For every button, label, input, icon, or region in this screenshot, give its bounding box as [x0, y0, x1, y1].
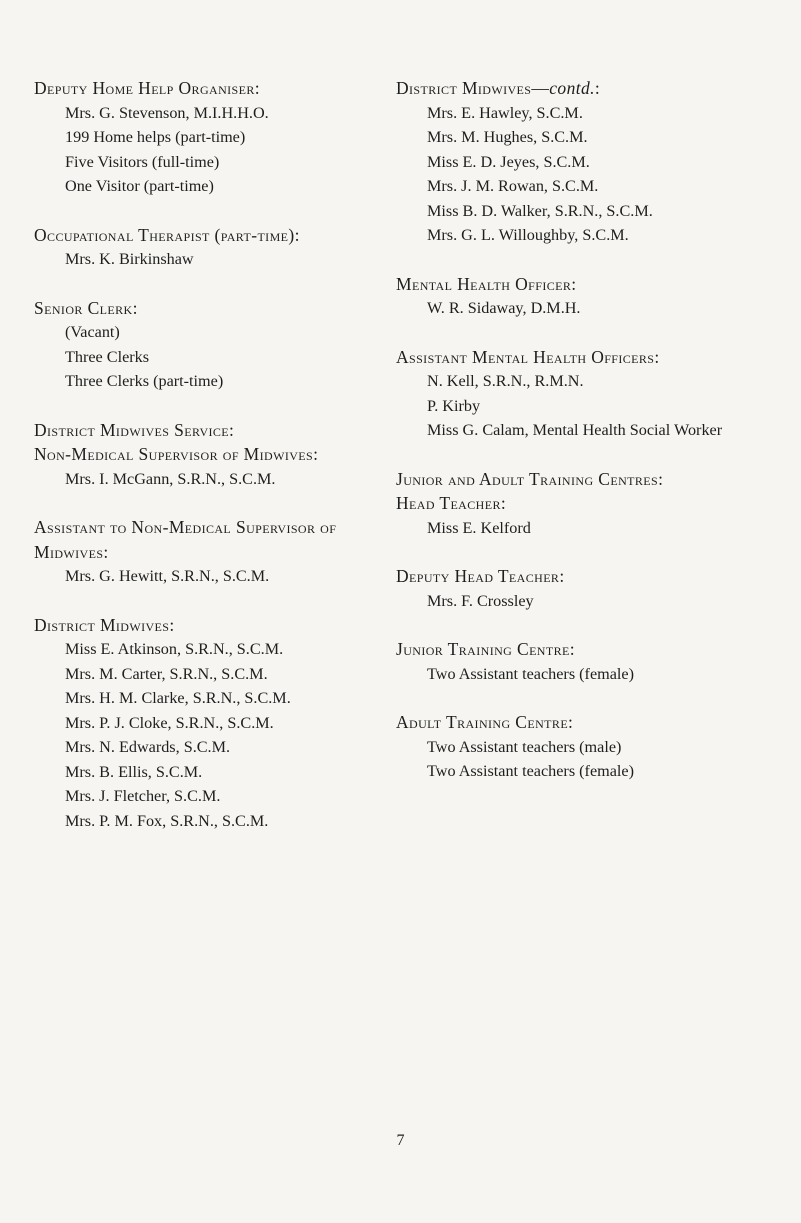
entry-line: Five Visitors (full-time) — [65, 152, 220, 171]
entry-line: One Visitor (part-time) — [65, 177, 214, 195]
right-column — [396, 76, 791, 784]
section-district-midwives — [34, 613, 364, 834]
section-deputy-head-teacher — [396, 564, 791, 613]
section-training-centres — [396, 467, 791, 541]
entry-line: Mrs. N. Edwards, S.C.M. — [65, 738, 231, 756]
section-heading: Assistant to Non-Medical Supervisor of Midwives: — [34, 517, 337, 562]
entry-line: Mrs. M. Hughes, S.C.M. — [427, 128, 588, 146]
section-assistant-supervisor — [34, 515, 364, 589]
section-heading: District Midwives: — [34, 614, 175, 635]
entry-line: Miss E. D. Jeyes, S.C.M. — [427, 152, 590, 171]
section-adult-training-centre — [396, 710, 791, 784]
entry-line: Miss G. Calam, Mental Health Social Worker — [427, 421, 723, 439]
entry-line: Mrs. M. Carter, S.R.N., S.C.M. — [65, 664, 268, 683]
entry-line: Mrs. I. McGann, S.R.N., S.C.M. — [65, 469, 276, 488]
section-occupational-therapist — [34, 223, 364, 272]
section-heading: Assistant Mental Health Officers: — [396, 346, 660, 367]
entry-line: Two Assistant teachers (male) — [427, 737, 622, 756]
section-district-midwives-service — [34, 418, 364, 492]
section-junior-training-centre — [396, 637, 791, 686]
heading-text: District Midwives— — [396, 78, 550, 98]
entry-line: Three Clerks (part-time) — [65, 372, 224, 390]
entry-line: Miss E. Atkinson, S.R.N., S.C.M. — [65, 640, 284, 658]
entry-line: P. Kirby — [427, 396, 481, 415]
heading-contd: contd. — [549, 78, 595, 98]
entry-line: Mrs. G. Stevenson, M.I.H.H.O. — [65, 103, 269, 122]
entry-line: (Vacant) — [65, 323, 120, 341]
entry-line: Mrs. F. Crossley — [427, 591, 534, 610]
section-mental-health-officer — [396, 272, 791, 321]
entry-line: Mrs. K. Birkinshaw — [65, 250, 194, 268]
entry-line: Mrs. J. M. Rowan, S.C.M. — [427, 177, 599, 195]
section-heading: Deputy Head Teacher: — [396, 566, 565, 586]
entry-line: W. R. Sidaway, D.M.H. — [427, 299, 581, 317]
section-senior-clerk — [34, 296, 364, 394]
section-heading — [396, 76, 791, 101]
entry-line: Mrs. E. Hawley, S.C.M. — [427, 103, 583, 122]
section-assistant-mental-health-officers — [396, 345, 791, 443]
entry-line: Mrs. J. Fletcher, S.C.M. — [65, 787, 221, 805]
entry-line: Mrs. G. L. Willoughby, S.C.M. — [427, 226, 629, 244]
section-heading: Deputy Home Help Organiser: — [34, 78, 261, 98]
entry-line: 199 Home helps (part-time) — [65, 128, 246, 146]
entry-line: Miss E. Kelford — [427, 518, 531, 537]
section-heading: Junior and Adult Training Centres: Head Teacher: — [396, 468, 664, 513]
entry-line: Two Assistant teachers (female) — [427, 664, 634, 683]
entry-line: Two Assistant teachers (female) — [427, 762, 634, 780]
entry-line: Miss B. D. Walker, S.R.N., S.C.M. — [427, 201, 653, 220]
left-column — [34, 76, 364, 833]
section-heading: Junior Training Centre: — [396, 639, 575, 659]
entry-line: Mrs. P. J. Cloke, S.R.N., S.C.M. — [65, 713, 274, 732]
entry-line: Mrs. G. Hewitt, S.R.N., S.C.M. — [65, 567, 270, 585]
section-district-midwives-contd — [396, 76, 791, 248]
entry-line: Mrs. P. M. Fox, S.R.N., S.C.M. — [65, 811, 269, 830]
section-heading: Occupational Therapist (part-time): — [34, 224, 300, 245]
section-heading: Adult Training Centre: — [396, 712, 574, 732]
entry-line: N. Kell, S.R.N., R.M.N. — [427, 372, 584, 390]
section-heading: District Midwives Service: Non-Medical Supervisor of Midwives: — [34, 419, 319, 464]
entry-line: Mrs. B. Ellis, S.C.M. — [65, 762, 203, 781]
entry-line: Three Clerks — [65, 347, 150, 366]
page-number: 7 — [396, 1132, 405, 1149]
section-heading: Mental Health Officer: — [396, 273, 577, 294]
entry-line: Mrs. H. M. Clarke, S.R.N., S.C.M. — [65, 689, 291, 707]
section-heading: Senior Clerk: — [34, 297, 138, 318]
heading-colon: : — [594, 78, 601, 98]
section-deputy-home-help-organiser — [34, 76, 364, 199]
